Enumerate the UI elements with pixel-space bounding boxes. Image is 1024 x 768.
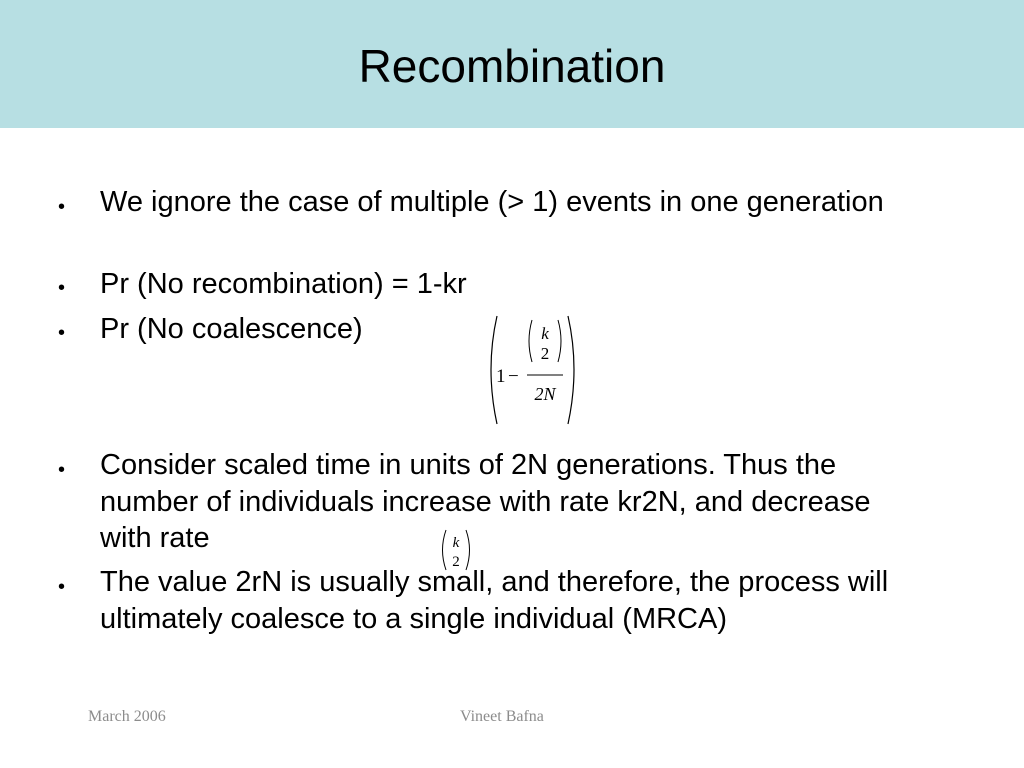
footer-date: March 2006	[88, 708, 166, 725]
denominator: 2N	[534, 384, 556, 404]
no-coalescence-formula	[485, 312, 580, 430]
slide-title: Recombination	[358, 40, 666, 92]
formula-one: 1	[496, 366, 506, 387]
bullet-text-no-coalescence: Pr (No coalescence)	[100, 313, 363, 345]
binom-bottom: 2	[452, 554, 460, 570]
binom-top: k	[452, 535, 460, 551]
formula-minus: −	[508, 366, 519, 387]
bullet-marker: •	[58, 576, 66, 598]
binom-top: k	[541, 324, 549, 343]
bullet-text-2rn-small: The value 2rN is usually small, and therefore, the process will ultimately coalesce to a single individual (MRCA)	[100, 566, 889, 635]
bullet-text-no-recombination: Pr (No recombination) = 1-kr	[100, 268, 467, 300]
bullet-marker: •	[58, 196, 66, 218]
title-bar	[0, 0, 1024, 128]
bullet-marker: •	[58, 277, 66, 299]
bullet-marker: •	[58, 322, 66, 344]
bullet-text-scaled-time: Consider scaled time in units of 2N generations. Thus the number of individuals increase with rate kr2N, and decrease with rate	[100, 449, 871, 554]
binom-bottom: 2	[540, 344, 550, 363]
footer-author: Vineet Bafna	[460, 708, 544, 725]
bullet-text-ignore-multiple: We ignore the case of multiple (> 1) events in one generation	[100, 186, 884, 218]
bullet-marker: •	[58, 459, 66, 481]
